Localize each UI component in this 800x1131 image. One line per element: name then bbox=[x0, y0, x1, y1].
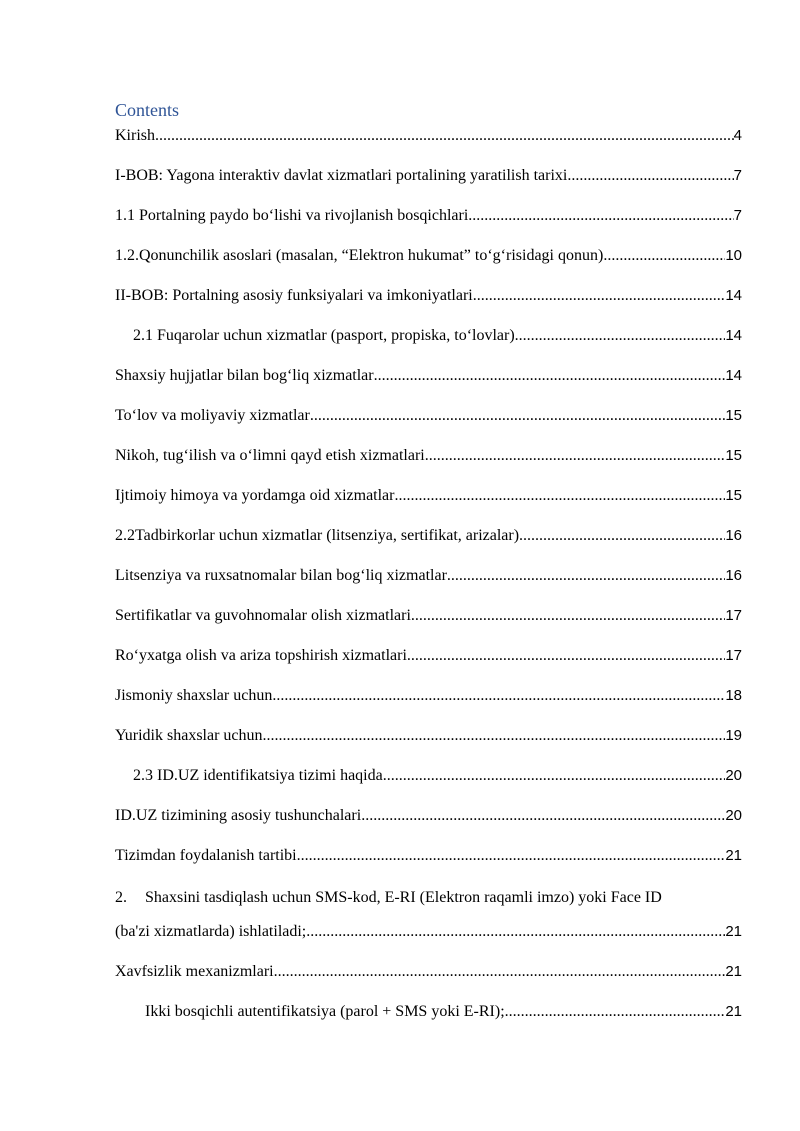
toc-entry-page: 19 bbox=[725, 727, 742, 744]
toc-entry-page: 21 bbox=[725, 963, 742, 980]
toc-heading: Contents bbox=[115, 100, 180, 120]
toc-entry-text: Nikoh, tug‘ilish va o‘limni qayd etish xizmatlari bbox=[115, 447, 425, 464]
toc-entry-page: 16 bbox=[725, 567, 742, 584]
toc-entry-page: 15 bbox=[725, 487, 742, 504]
toc-entry[interactable] bbox=[115, 166, 742, 186]
toc-entry-text: Jismoniy shaxslar uchun bbox=[115, 687, 273, 704]
toc-leader bbox=[155, 126, 734, 146]
toc-entry[interactable] bbox=[115, 606, 742, 626]
toc-entry-text: Sertifikatlar va guvohnomalar olish xizmatlari bbox=[115, 607, 411, 624]
toc-entry[interactable] bbox=[115, 286, 742, 306]
toc-entry-multiline-first[interactable] bbox=[115, 888, 742, 908]
toc-entry[interactable] bbox=[133, 766, 742, 786]
toc-entry-text: ID.UZ tizimining asosiy tushunchalari bbox=[115, 807, 362, 824]
list-number: 2. bbox=[115, 889, 127, 906]
toc-entry-text: I-BOB: Yagona interaktiv davlat xizmatlari portalining yaratilish tarixi bbox=[115, 167, 568, 184]
toc-entry[interactable] bbox=[115, 126, 742, 146]
toc-entry-page: 4 bbox=[733, 127, 742, 144]
toc-entry-page: 20 bbox=[725, 767, 742, 784]
toc-leader bbox=[272, 686, 725, 706]
toc-entry[interactable] bbox=[115, 366, 742, 386]
toc-entry[interactable] bbox=[133, 326, 742, 346]
toc-entry-text: 1.1 Portalning paydo bo‘lishi va rivojlanish bosqichlari bbox=[115, 207, 469, 224]
toc-leader bbox=[361, 806, 725, 826]
toc-entry[interactable] bbox=[115, 726, 742, 746]
toc-entry-text: 1.2.Qonunchilik asoslari (masalan, “Elektron hukumat” to‘g‘risidagi qonun) bbox=[115, 247, 604, 264]
toc-leader bbox=[297, 846, 726, 866]
toc-entry[interactable] bbox=[115, 486, 742, 506]
toc-leader bbox=[394, 486, 725, 506]
toc-leader bbox=[603, 246, 725, 266]
toc-entry-text: Shaxsiy hujjatlar bilan bog‘liq xizmatlar bbox=[115, 367, 374, 384]
toc-entry-page: 7 bbox=[733, 167, 742, 184]
toc-leader bbox=[425, 446, 726, 466]
toc-entry[interactable] bbox=[115, 962, 742, 982]
toc-entry[interactable] bbox=[145, 1002, 742, 1022]
toc-entry-text: Kirish bbox=[115, 127, 155, 144]
toc-leader bbox=[411, 606, 725, 626]
toc-entry-text: 2.3 ID.UZ identifikatsiya tizimi haqida bbox=[133, 767, 383, 784]
toc-entry-page: 15 bbox=[725, 447, 742, 464]
toc-leader bbox=[274, 962, 726, 982]
toc-entry-page: 17 bbox=[725, 607, 742, 624]
toc-leader bbox=[407, 646, 725, 666]
toc-entry-text: Ijtimoiy himoya va yordamga oid xizmatlar bbox=[115, 487, 395, 504]
toc-entry[interactable] bbox=[115, 246, 742, 266]
toc-entry-text: II-BOB: Portalning asosiy funksiyalari va imkoniyatlari bbox=[115, 287, 473, 304]
toc-entry[interactable] bbox=[115, 806, 742, 826]
toc-entry-page: 14 bbox=[725, 287, 742, 304]
toc-entry-text: Yuridik shaxslar uchun bbox=[115, 727, 263, 744]
toc-entry-page: 14 bbox=[725, 327, 742, 344]
toc-entry-text bbox=[115, 888, 662, 908]
toc-leader bbox=[306, 922, 725, 942]
toc-entry-page: 15 bbox=[725, 407, 742, 424]
toc-leader bbox=[383, 766, 726, 786]
toc-entry-page: 17 bbox=[725, 647, 742, 664]
toc-entry-line1: Shaxsini tasdiqlash uchun SMS-kod, E-RI (Elektron raqamli imzo) yoki Face ID bbox=[145, 889, 662, 906]
toc-entry-page: 21 bbox=[725, 923, 742, 940]
toc-leader bbox=[473, 286, 726, 306]
toc-leader bbox=[310, 406, 725, 426]
toc-leader bbox=[519, 526, 725, 546]
toc-leader bbox=[515, 326, 726, 346]
toc-entry[interactable] bbox=[115, 566, 742, 586]
toc-entry-text: Litsenziya va ruxsatnomalar bilan bog‘liq xizmatlar bbox=[115, 567, 447, 584]
toc-entry-page: 10 bbox=[725, 247, 742, 264]
toc-entry[interactable] bbox=[115, 446, 742, 466]
toc-entry-text: 2.1 Fuqarolar uchun xizmatlar (pasport, propiska, to‘lovlar) bbox=[133, 327, 515, 344]
toc-leader bbox=[374, 366, 726, 386]
toc-entry-text: Ikki bosqichli autentifikatsiya (parol + SMS yoki E-RI); bbox=[145, 1003, 505, 1020]
toc-entry-text: To‘lov va moliyaviy xizmatlar bbox=[115, 407, 310, 424]
toc-entry-text: Tizimdan foydalanish tartibi bbox=[115, 847, 297, 864]
toc-leader bbox=[447, 566, 725, 586]
toc-leader bbox=[505, 1002, 726, 1022]
toc-entry-page: 20 bbox=[725, 807, 742, 824]
toc-entry-line2: (ba'zi xizmatlarda) ishlatiladi; bbox=[115, 923, 307, 940]
toc-entry[interactable] bbox=[115, 406, 742, 426]
toc-entry-page: 7 bbox=[733, 207, 742, 224]
toc-leader bbox=[468, 206, 733, 226]
toc-leader bbox=[567, 166, 733, 186]
toc-entry-page: 18 bbox=[725, 687, 742, 704]
toc-entry-text: Ro‘yxatga olish va ariza topshirish xizmatlari bbox=[115, 647, 407, 664]
toc-leader bbox=[263, 726, 726, 746]
toc-entry[interactable] bbox=[115, 646, 742, 666]
toc-entry[interactable] bbox=[115, 846, 742, 866]
toc-entry[interactable] bbox=[115, 686, 742, 706]
toc-entry[interactable] bbox=[115, 526, 742, 546]
toc-entry-page: 21 bbox=[725, 1003, 742, 1020]
toc-entry-text: Xavfsizlik mexanizmlari bbox=[115, 963, 274, 980]
toc-entry-page: 21 bbox=[725, 847, 742, 864]
toc-entry-page: 16 bbox=[725, 527, 742, 544]
toc-entry-page: 14 bbox=[725, 367, 742, 384]
toc-entry[interactable] bbox=[115, 206, 742, 226]
toc-entry-text: 2.2Tadbirkorlar uchun xizmatlar (litsenziya, sertifikat, arizalar) bbox=[115, 527, 520, 544]
toc-entry-multiline-second[interactable] bbox=[115, 922, 742, 942]
